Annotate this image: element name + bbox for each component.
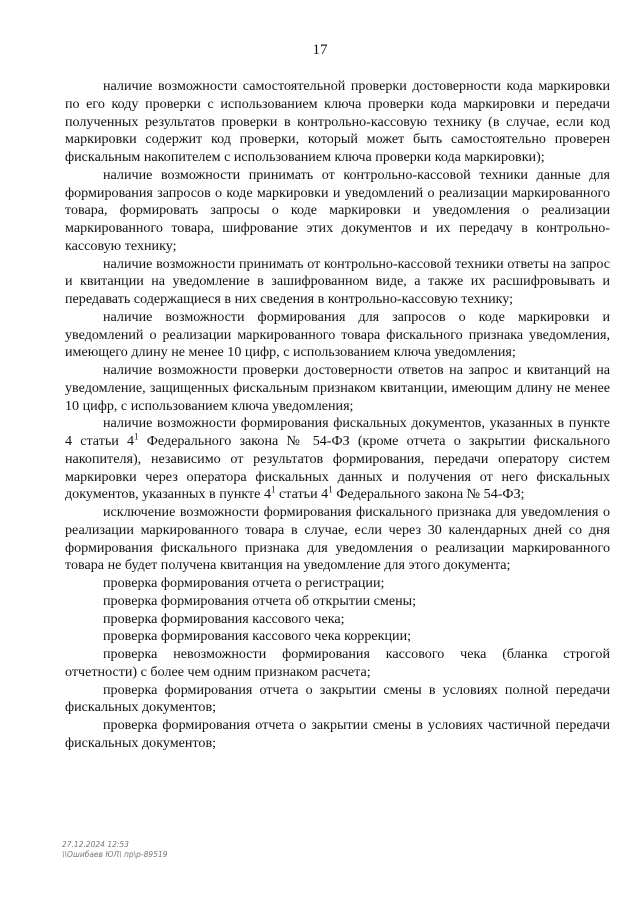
document-footer-stamp [62,840,168,860]
paragraph-text-segment: Федерального закона № 54-ФЗ; [332,486,525,503]
superscript: 1 [271,484,276,495]
paragraph-check-correction-receipt: проверка формирования кассового чека коррекции; [103,628,412,645]
paragraph-text-segment: наличие возможности формирования фискальных документов, указанных в пункте 4 статьи 4 [65,415,610,449]
superscript: 1 [328,484,333,495]
paragraph-marking-code-check: наличие возможности самостоятельной проверки достоверности кода маркировки по его коду проверки с использованием ключа проверки кода маркировки и передачи полученных результатов проверки в контрольно-кассовую технику (в случае, если код маркировки содержит код проверки, который может быть самостоятельно проверен фискальным накопителем с использованием ключа проверки кода маркировки); [65,78,610,165]
paragraph-check-shift-close-full: проверка формирования отчета о закрытии смены в условиях полной передачи фискальных документов; [65,681,610,716]
paragraph-fiscal-sign-notification: наличие возможности формирования для запросов о коде маркировки и уведомлений о реализации маркированного товара фискального признака уведомления, имеющего длину не менее 10 цифр, с использованием ключа уведомления; [65,308,610,361]
document-body [65,78,610,753]
paragraph-check-multiple-signs: проверка невозможности формирования кассового чека (бланка строгой отчетности) с более чем одним признаком расчета; [65,646,610,680]
paragraph-exclusion-30-days: исключение возможности формирования фискального признака для уведомления о реализации маркированного товара в случае, если через 30 календарных дней со дня формирования фискального признака для уведомления о реализации маркированного товара не будет получена квитанция на уведомление для этого документа; [65,504,610,574]
superscript: 1 [134,431,139,442]
paragraph-fiscal-documents [65,415,610,504]
paragraph-check-registration-report: проверка формирования отчета о регистрации; [103,575,385,591]
paragraph-check-cash-receipt: проверка формирования кассового чека; [103,610,345,627]
paragraph-receive-data-requests: наличие возможности принимать от контрольно-кассовой техники данные для формирования запросов о коде маркировки и уведомлений о реализации маркированного товара, формировать запросы о коде маркировки и уведомления о реализации маркированного товара, шифрование этих документов и их передачу в контрольно-кассовую технику; [65,166,610,254]
paragraph-check-shift-open-report: проверка формирования отчета об открытии смены; [103,592,417,609]
paragraph-text-segment: статьи 4 [275,486,329,503]
footer-timestamp: 27.12.2024 12:53 [62,840,129,849]
paragraph-text-segment: Федерального закона № 54-ФЗ (кроме отчета о закрытии фискального накопителя), независимо от результатов формирования, передачи оператору систем маркировки через оператора фискальных данных и получения от него фискальных документов, указанных в пункте 4 [65,433,610,503]
paragraph-receive-responses: наличие возможности принимать от контрольно-кассовой техники ответы на запрос и квитанции на уведомление в зашифрованном виде, а также их расшифровывать и передавать содержащиеся в них сведения в контрольно-кассовую технику; [65,255,610,307]
paragraph-verify-responses: наличие возможности проверки достоверности ответов на запрос и квитанций на уведомление, защищенных фискальным признаком квитанции, имеющим длину не менее 10 цифр, с использованием ключа уведомления; [65,362,610,414]
paragraph-check-shift-close-partial: проверка формирования отчета о закрытии смены в условиях частичной передачи фискальных документов; [65,717,610,751]
page-number: 17 [312,42,328,58]
footer-file-path: \\Ошибаев ЮЛ\ пр\р-89519 [62,850,168,859]
